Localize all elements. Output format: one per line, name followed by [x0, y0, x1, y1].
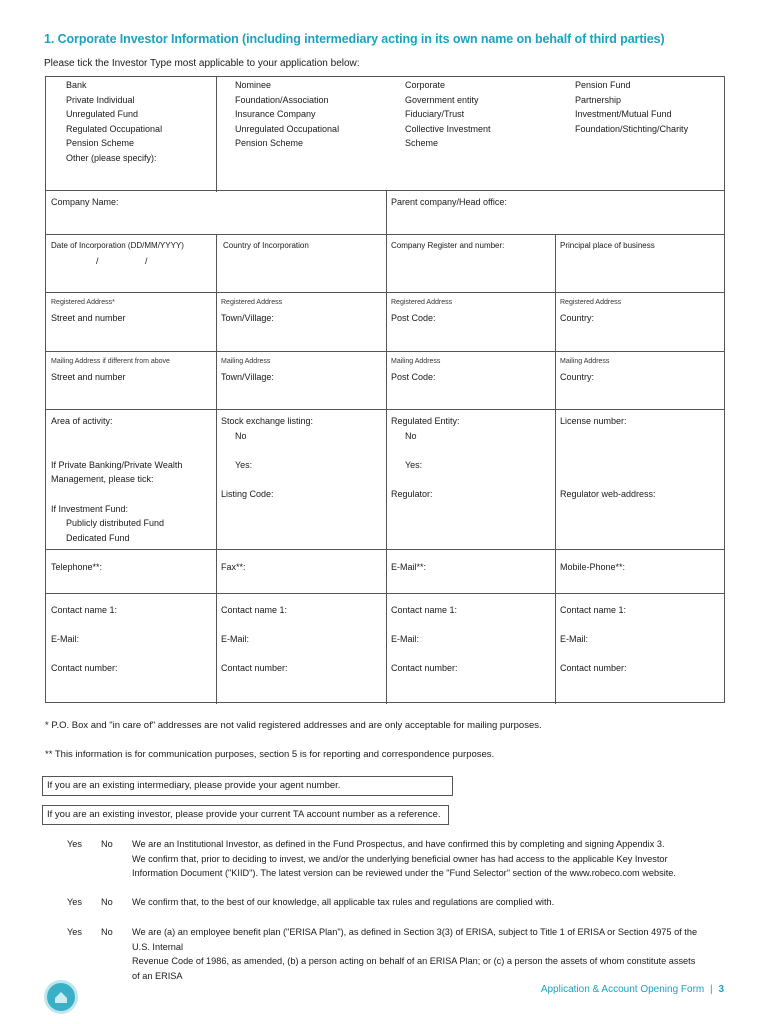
investor-type-nominee[interactable]: Nominee	[235, 80, 272, 90]
contact-name-field[interactable]: Contact name 1:	[560, 605, 627, 615]
decl-3-no-option[interactable]: No	[101, 927, 113, 937]
investor-type-charity[interactable]: Foundation/Stichting/Charity	[575, 123, 689, 134]
incorporation-row	[45, 234, 725, 293]
investor-type-col4[interactable]	[575, 78, 688, 136]
contacts-block	[45, 593, 725, 703]
investor-type-foundation[interactable]: Foundation/Association	[235, 94, 329, 105]
agent-number-field[interactable]: If you are an existing intermediary, please provide your agent number.	[42, 776, 453, 796]
mailing-address-label-4: Mailing Address	[560, 358, 610, 365]
investor-type-regulated-occupational[interactable]: Regulated Occupational	[66, 123, 163, 134]
company-register-label[interactable]: Company Register and number:	[391, 241, 505, 250]
investor-type-private-individual[interactable]: Private Individual	[66, 94, 135, 105]
fax-label[interactable]: Fax**:	[221, 562, 246, 572]
regulated-entity-label: Regulated Entity:	[391, 416, 460, 426]
registered-address-row	[45, 292, 725, 352]
stock-exchange-label: Stock exchange listing:	[221, 416, 314, 426]
country-of-incorporation-label[interactable]: Country of Incorporation	[223, 241, 309, 250]
date-separator-2: /	[145, 256, 148, 266]
investor-type-box	[45, 76, 725, 191]
po-box-note: * P.O. Box and "in care of" addresses are not valid registered addresses and are only acceptable for mailing purposes.	[45, 720, 542, 731]
area-of-activity-label[interactable]: Area of activity:	[51, 416, 113, 426]
contact-number-field[interactable]: Contact number:	[221, 663, 288, 673]
investor-type-col3[interactable]	[405, 78, 491, 151]
investor-type-insurance[interactable]: Insurance Company	[235, 109, 316, 120]
contact-email-field[interactable]: E-Mail:	[221, 634, 250, 644]
contact-name-field[interactable]: Contact name 1:	[391, 605, 458, 615]
contact-name-field[interactable]: Contact name 1:	[51, 605, 118, 615]
email-label[interactable]: E-Mail**:	[391, 562, 427, 572]
investor-type-collective-investment[interactable]: Collective Investment	[405, 123, 491, 134]
parent-company-label[interactable]: Parent company/Head office:	[391, 197, 507, 207]
registered-country-field[interactable]: Country:	[560, 313, 595, 323]
page-number: 3	[718, 984, 724, 995]
decl-1-no-option[interactable]: No	[101, 839, 113, 849]
investor-type-government[interactable]: Government entity	[405, 94, 479, 105]
principal-place-label[interactable]: Principal place of business	[560, 241, 655, 250]
investor-type-fiduciary[interactable]: Fiduciary/Trust	[405, 109, 465, 120]
investor-type-col1[interactable]	[66, 78, 162, 166]
decl-3-yes-option[interactable]: Yes	[67, 927, 82, 937]
ta-account-number-field[interactable]: If you are an existing investor, please provide your current TA account number as a reference.	[42, 805, 449, 825]
decl-1-text: We are an Institutional Investor, as defined in the Fund Prospectus, and have confirmed this by completing and signing Appendix 3. We confirm that, prior to deciding to invest, we and/or the underlying beneficial owner has had access to the applicable Key Investor Information Document ("KIID"). The latest version can be reviewed under the "Fund Selector" section of the www.robeco.com website.	[132, 839, 676, 879]
decl-2-yes-option[interactable]: Yes	[67, 897, 82, 907]
investor-type-corporate[interactable]: Corporate	[405, 80, 446, 90]
mailing-address-label-2: Mailing Address	[221, 358, 271, 365]
regulator-label[interactable]: Regulator:	[391, 489, 433, 499]
mailing-street-field[interactable]: Street and number	[51, 372, 126, 382]
publicly-distributed-fund-option[interactable]: Publicly distributed Fund	[66, 518, 165, 528]
date-separator-1: /	[96, 256, 99, 266]
mailing-town-field[interactable]: Town/Village:	[221, 372, 274, 382]
registered-address-label-1: Registered Address*	[51, 299, 115, 306]
telephone-row	[45, 549, 725, 594]
license-number-label[interactable]: License number:	[560, 416, 627, 426]
telephone-label[interactable]: Telephone**:	[51, 562, 103, 572]
investor-type-unregulated-fund[interactable]: Unregulated Fund	[66, 109, 139, 120]
decl-2-text: We confirm that, to the best of our knowledge, all applicable tax rules and regulations are complied with.	[132, 897, 555, 907]
registered-address-label-3: Registered Address	[391, 299, 453, 306]
contact-name-field[interactable]: Contact name 1:	[221, 605, 288, 615]
instruction-text: Please tick the Investor Type most applicable to your application below:	[44, 58, 360, 69]
registered-address-label-4: Registered Address	[560, 299, 622, 306]
footer-title: Application & Account Opening Form	[540, 984, 705, 995]
investor-type-partnership[interactable]: Partnership	[575, 94, 622, 105]
listing-code-label[interactable]: Listing Code:	[221, 489, 274, 499]
decl-3-text: We are (a) an employee benefit plan ("ERISA Plan"), as defined in Section 3(3) of ERISA, subject to Title 1 of ERISA or Section 4975 of the U.S. Internal Revenue Code of 1986, as amended, (b) a person acting on behalf of an ERISA Plan; or (c) a person the assets of whom constitute assets of an ERISA	[132, 927, 698, 981]
contact-email-field[interactable]: E-Mail:	[391, 634, 420, 644]
private-banking-label-2[interactable]: Management, please tick:	[51, 474, 154, 484]
mailing-address-label-3: Mailing Address	[391, 358, 441, 365]
contact-email-field[interactable]: E-Mail:	[560, 634, 589, 644]
registered-address-label-2: Registered Address	[221, 299, 283, 306]
page-footer	[541, 984, 724, 995]
investor-type-scheme: Scheme	[405, 138, 439, 149]
section-title: 1. Corporate Investor Information (including intermediary acting in its own name on behalf of third parties)	[44, 32, 665, 46]
mailing-address-label-1: Mailing Address if different from above	[51, 358, 170, 365]
investor-type-unregulated-occupational[interactable]: Unregulated Occupational	[235, 123, 340, 134]
private-banking-label-1: If Private Banking/Private Wealth	[51, 460, 183, 470]
investor-type-mutual-fund[interactable]: Investment/Mutual Fund	[575, 109, 672, 120]
investor-type-pension-scheme-2: Pension Scheme	[235, 138, 304, 149]
robeco-logo-icon	[44, 980, 78, 1014]
investor-type-bank[interactable]: Bank	[66, 80, 87, 90]
company-name-row	[45, 190, 725, 235]
dedicated-fund-option[interactable]: Dedicated Fund	[66, 533, 130, 543]
mailing-address-row	[45, 351, 725, 410]
regulator-web-label[interactable]: Regulator web-address:	[560, 489, 656, 499]
mailing-postcode-field[interactable]: Post Code:	[391, 372, 436, 382]
date-of-incorporation-label[interactable]: Date of Incorporation (DD/MM/YYYY)	[51, 241, 184, 250]
contact-number-field[interactable]: Contact number:	[51, 663, 118, 673]
activity-block	[45, 409, 725, 550]
stock-exchange-no-option[interactable]: No	[235, 431, 247, 441]
registered-town-field[interactable]: Town/Village:	[221, 313, 274, 323]
contact-email-field[interactable]: E-Mail:	[51, 634, 80, 644]
footer-separator: |	[710, 984, 713, 995]
registered-street-field[interactable]: Street and number	[51, 313, 126, 323]
communication-note: ** This information is for communication purposes, section 5 is for reporting and correspondence purposes.	[45, 749, 495, 760]
regulated-no-option[interactable]: No	[405, 431, 417, 441]
regulated-yes-option[interactable]: Yes:	[405, 460, 423, 470]
decl-2-no-option[interactable]: No	[101, 897, 113, 907]
registered-postcode-field[interactable]: Post Code:	[391, 313, 436, 323]
contact-number-field[interactable]: Contact number:	[391, 663, 458, 673]
investor-type-col2[interactable]	[235, 78, 339, 151]
mobile-phone-label[interactable]: Mobile-Phone**:	[560, 562, 626, 572]
investor-type-pension-scheme-1: Pension Scheme	[66, 138, 135, 149]
stock-exchange-yes-option[interactable]: Yes:	[235, 460, 253, 470]
investment-fund-label: If Investment Fund:	[51, 504, 129, 514]
investor-type-pension-fund[interactable]: Pension Fund	[575, 80, 631, 90]
decl-1-yes-option[interactable]: Yes	[67, 839, 82, 849]
contact-number-field[interactable]: Contact number:	[560, 663, 627, 673]
mailing-country-field[interactable]: Country:	[560, 372, 595, 382]
investor-type-other[interactable]: Other (please specify):	[66, 152, 157, 163]
company-name-label[interactable]: Company Name:	[51, 197, 119, 207]
